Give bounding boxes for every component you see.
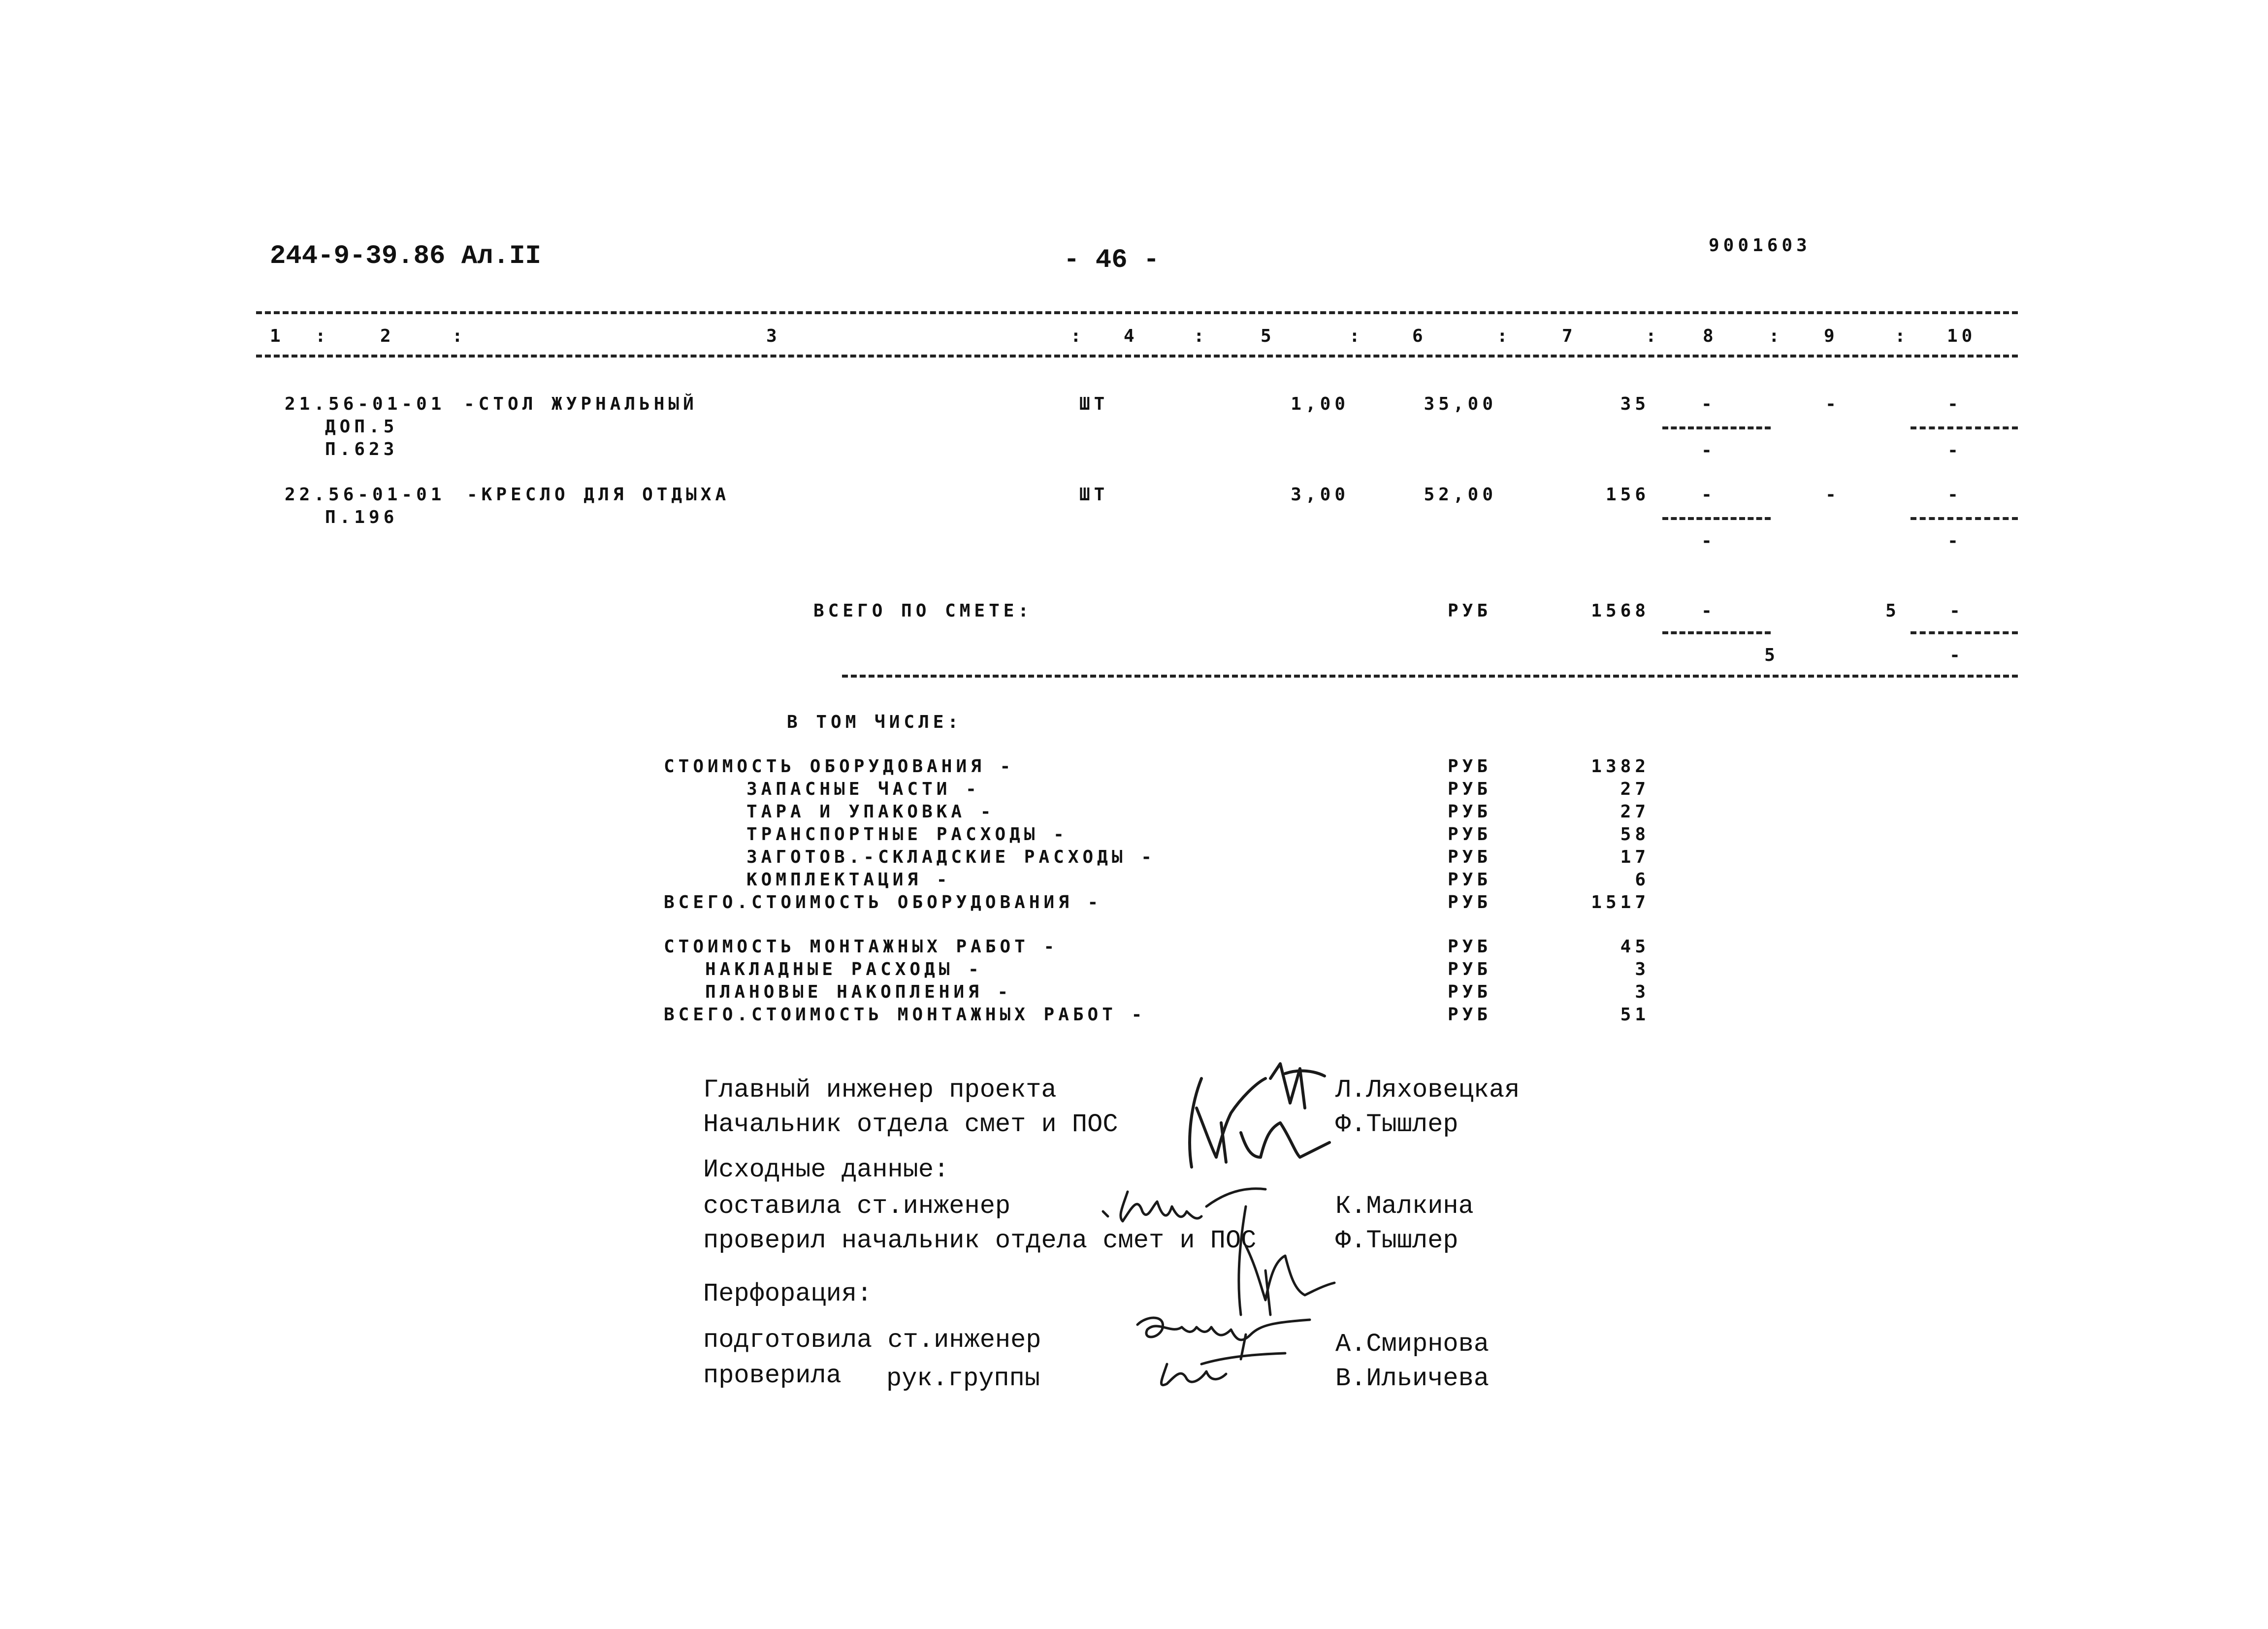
dept-head-label: Начальник отдела смет и ПОС	[703, 1110, 1118, 1139]
breakdown-label: СТОИМОСТЬ МОНТАЖНЫХ РАБОТ -	[664, 937, 1059, 957]
item-col10-bottom: -	[1947, 440, 1962, 460]
perforation-heading: Перфорация:	[703, 1279, 873, 1308]
item-total: 35	[1620, 394, 1650, 414]
item-unit: ШТ	[1079, 485, 1109, 505]
dept-head-name: Ф.Тышлер	[1335, 1110, 1458, 1139]
item-code: 21.56-01-01	[285, 394, 446, 414]
item-name: -СТОЛ ЖУРНАЛЬНЫЙ	[464, 394, 698, 414]
total-value: 1568	[1591, 601, 1650, 621]
total-col10-rule	[1911, 631, 2018, 634]
verified-label: проверила	[703, 1361, 842, 1390]
page-number: - 46 -	[1064, 245, 1160, 275]
breakdown-value: 3	[1635, 959, 1650, 979]
breakdown-unit: РУБ	[1448, 756, 1492, 777]
document-code: 244-9-39.86 Ал.II	[270, 241, 541, 271]
breakdown-unit: РУБ	[1448, 779, 1492, 799]
breakdown-unit: РУБ	[1448, 802, 1492, 822]
breakdown-unit: РУБ	[1448, 824, 1492, 845]
breakdown-value: 1382	[1591, 756, 1650, 777]
item-col8-rule	[1662, 517, 1771, 520]
breakdown-value: 6	[1635, 870, 1650, 890]
breakdown-label: СТОИМОСТЬ ОБОРУДОВАНИЯ -	[664, 756, 1015, 777]
col-header-9: 9	[1824, 326, 1839, 346]
checked-name: Ф.Тышлер	[1335, 1226, 1458, 1255]
item-price: 52,00	[1424, 485, 1497, 505]
total-col8-top: -	[1701, 601, 1716, 621]
item-ref: П.196	[325, 507, 398, 527]
total-label: ВСЕГО ПО СМЕТЕ:	[813, 601, 1033, 621]
item-quantity: 3,00	[1291, 485, 1349, 505]
item-unit: ШТ	[1079, 394, 1109, 414]
item-col8-bottom: -	[1701, 440, 1716, 460]
item-total: 156	[1605, 485, 1650, 505]
item-col8-top: -	[1701, 394, 1716, 414]
col-header-4: 4	[1124, 326, 1138, 346]
col-header-6: 6	[1412, 326, 1427, 346]
col-header-7: 7	[1562, 326, 1577, 346]
col-sep: :	[452, 326, 467, 346]
item-col10-rule	[1911, 517, 2018, 520]
total-col10-top: -	[1949, 601, 1964, 621]
checked-label: проверил начальник отдела смет и ПОС	[703, 1226, 1257, 1255]
item-col10-top: -	[1947, 485, 1962, 505]
item-col8-rule	[1662, 426, 1771, 429]
col-sep: :	[1194, 326, 1208, 346]
compiled-label: составила ст.инженер	[703, 1192, 1011, 1221]
breakdown-value: 45	[1620, 937, 1650, 957]
col-header-10: 10	[1947, 326, 1976, 346]
item-col10-top: -	[1947, 394, 1962, 414]
total-col9: 5	[1885, 601, 1900, 621]
item-col9: -	[1825, 394, 1840, 414]
verified-role: рук.группы	[886, 1364, 1040, 1393]
verified-name: В.Ильичева	[1335, 1364, 1490, 1393]
item-ref: П.623	[325, 439, 398, 459]
breakdown-label: ТАРА И УПАКОВКА -	[746, 802, 995, 822]
breakdown-value: 51	[1620, 1005, 1650, 1025]
item-col9: -	[1825, 485, 1840, 505]
breakdown-label: НАКЛАДНЫЕ РАСХОДЫ -	[705, 959, 983, 979]
source-data-heading: Исходные данные:	[703, 1155, 949, 1184]
col-sep: :	[1349, 326, 1364, 346]
breakdown-label: ПЛАНОВЫЕ НАКОПЛЕНИЯ -	[705, 982, 1012, 1002]
breakdown-value: 17	[1620, 847, 1650, 867]
signature-smirnova-ilicheva	[1128, 1305, 1334, 1403]
rule-total-bottom	[842, 675, 2018, 678]
signature-lyakhovetskaya-tyshler	[1142, 1059, 1349, 1187]
breakdown-unit: РУБ	[1448, 959, 1492, 979]
col-sep: :	[315, 326, 330, 346]
rule-top	[256, 311, 2018, 314]
breakdown-label: ВСЕГО.СТОИМОСТЬ ОБОРУДОВАНИЯ -	[664, 892, 1102, 912]
serial-number: 9001603	[1709, 235, 1811, 256]
col-header-3: 3	[766, 326, 781, 346]
breakdown-value: 27	[1620, 779, 1650, 799]
item-col8-bottom: -	[1701, 531, 1716, 551]
item-name: -КРЕСЛО ДЛЯ ОТДЫХА	[467, 485, 730, 505]
col-header-5: 5	[1261, 326, 1275, 346]
breakdown-unit: РУБ	[1448, 982, 1492, 1002]
col-header-8: 8	[1703, 326, 1717, 346]
item-col8-top: -	[1701, 485, 1716, 505]
col-sep: :	[1769, 326, 1783, 346]
col-sep: :	[1497, 326, 1512, 346]
chief-engineer-label: Главный инженер проекта	[703, 1075, 1057, 1105]
including-label: В ТОМ ЧИСЛЕ:	[787, 712, 963, 732]
breakdown-label: ЗАГОТОВ.-СКЛАДСКИЕ РАСХОДЫ -	[746, 847, 1156, 867]
breakdown-label: ВСЕГО.СТОИМОСТЬ МОНТАЖНЫХ РАБОТ -	[664, 1005, 1146, 1025]
breakdown-unit: РУБ	[1448, 937, 1492, 957]
item-ref: ДОП.5	[325, 417, 398, 437]
item-quantity: 1,00	[1291, 394, 1349, 414]
prepared-name: А.Смирнова	[1335, 1330, 1490, 1359]
prepared-label: подготовила ст.инженер	[703, 1326, 1041, 1355]
breakdown-value: 27	[1620, 802, 1650, 822]
compiled-name: К.Малкина	[1335, 1192, 1474, 1221]
col-header-1: 1	[270, 326, 285, 346]
breakdown-unit: РУБ	[1448, 892, 1492, 912]
total-col8-rule	[1662, 631, 1771, 634]
breakdown-label: КОМПЛЕКТАЦИЯ -	[746, 870, 951, 890]
chief-engineer-name: Л.Ляховецкая	[1335, 1075, 1520, 1105]
col-sep: :	[1646, 326, 1660, 346]
breakdown-label: ТРАНСПОРТНЫЕ РАСХОДЫ -	[746, 824, 1068, 845]
item-code: 22.56-01-01	[285, 485, 446, 505]
item-price: 35,00	[1424, 394, 1497, 414]
breakdown-label: ЗАПАСНЫЕ ЧАСТИ -	[746, 779, 980, 799]
item-col10-bottom: -	[1947, 531, 1962, 551]
breakdown-value: 3	[1635, 982, 1650, 1002]
total-unit: РУБ	[1448, 601, 1492, 621]
breakdown-unit: РУБ	[1448, 847, 1492, 867]
total-col8-bottom: 5	[1764, 645, 1779, 665]
col-sep: :	[1895, 326, 1910, 346]
breakdown-value: 58	[1620, 824, 1650, 845]
col-header-2: 2	[380, 326, 395, 346]
breakdown-unit: РУБ	[1448, 870, 1492, 890]
rule-header-bottom	[256, 355, 2018, 358]
col-sep: :	[1070, 326, 1085, 346]
total-col10-bottom: -	[1949, 645, 1964, 665]
breakdown-value: 1517	[1591, 892, 1650, 912]
breakdown-unit: РУБ	[1448, 1005, 1492, 1025]
signature-malkina-tyshler	[1098, 1177, 1334, 1325]
item-col10-rule	[1911, 426, 2018, 429]
